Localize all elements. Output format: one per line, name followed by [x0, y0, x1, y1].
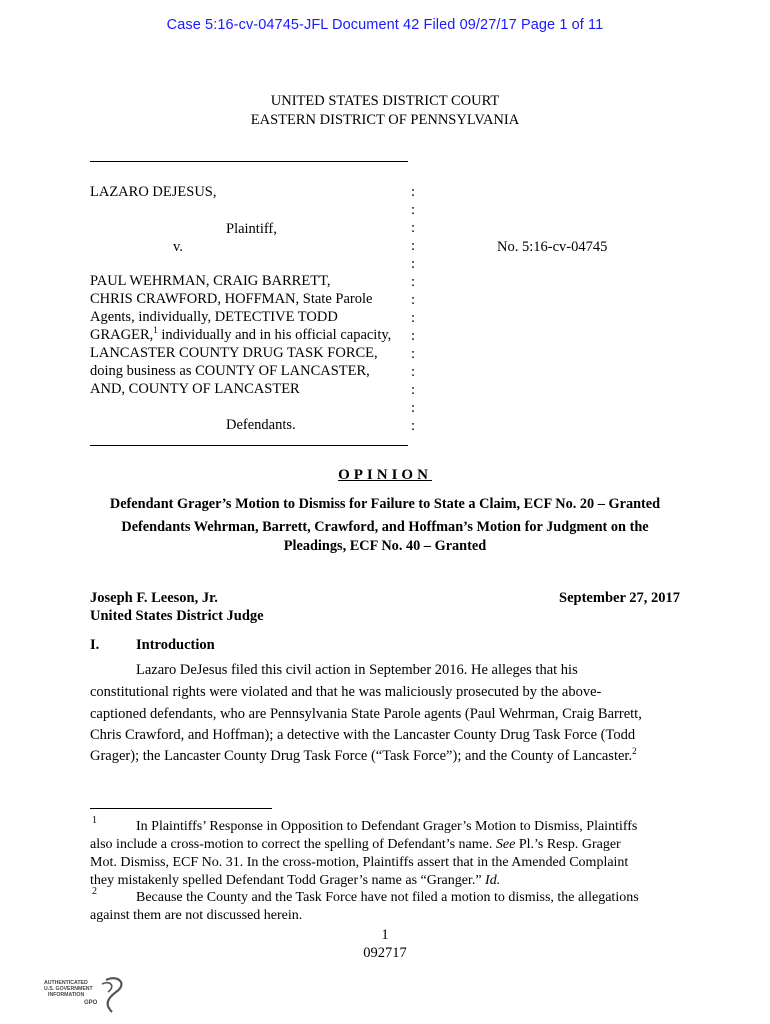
body-line-5: Grager); the Lancaster County Drug Task Force (“Task Force”); and the County of Lancaster.$^2$: [90, 746, 637, 764]
case-header-stamp: Case 5:16-cv-04745-JFL Document 42 Filed 09/27/17 Page 1 of 11: [166, 17, 604, 33]
plaintiff-name: LAZARO DEJESUS,: [90, 184, 217, 200]
body-line-1: Lazaro DeJesus filed this civil action in September 2016. He alleges that his: [136, 662, 578, 678]
footnote-1-line2: also include a cross-motion to correct the spelling of Defendant’s name. See Pl.’s Resp. Grager: [90, 837, 621, 852]
motion-2-disposition-line2: Pleadings, ECF No. 40 – Granted: [283, 538, 487, 554]
page-number: 1: [381, 927, 389, 943]
court-name-line1: UNITED STATES DISTRICT COURT: [270, 93, 500, 109]
caption-colon: :: [410, 346, 416, 362]
footnote-2-line2: against them are not discussed herein.: [90, 908, 303, 923]
caption-colon: :: [410, 328, 416, 344]
defendants-role: Defendants.: [226, 417, 296, 433]
body-line-3: captioned defendants, who are Pennsylvania State Parole agents (Paul Wehrman, Craig Barrett,: [90, 706, 642, 722]
caption-colon: :: [410, 382, 416, 398]
section-heading: Introduction: [136, 637, 215, 653]
defendants-line-4: GRAGER,$^1$ individually and in his official capacity,: [90, 325, 392, 343]
versus: v.: [173, 239, 183, 255]
judge-title: United States District Judge: [90, 608, 264, 624]
caption-colon: :: [410, 364, 416, 380]
footnote-1-marker: 1: [92, 815, 97, 826]
caption-bottom-rule: [90, 445, 408, 446]
case-number: No. 5:16-cv-04745: [497, 239, 608, 255]
defendants-line-1: PAUL WEHRMAN, CRAIG BARRETT,: [90, 273, 331, 289]
motion-1-disposition: Defendant Grager’s Motion to Dismiss for Failure to State a Claim, ECF No. 20 – Granted: [109, 496, 661, 512]
seal-line-3: INFORMATION: [48, 992, 85, 998]
footnote-1-line4: they mistakenly spelled Defendant Todd Grager’s name as “Granger.” Id.: [90, 873, 501, 888]
motion-2-disposition-line1: Defendants Wehrman, Barrett, Crawford, and Hoffman’s Motion for Judgment on the: [121, 519, 649, 535]
defendants-line-2: CHRIS CRAWFORD, HOFFMAN, State Parole: [90, 291, 373, 307]
judge-name: Joseph F. Leeson, Jr.: [90, 590, 218, 606]
section-number: I.: [90, 637, 100, 653]
date-code: 092717: [363, 945, 407, 961]
body-line-2: constitutional rights were violated and that he was maliciously prosecuted by the above-: [90, 684, 602, 700]
caption-colon: :: [410, 274, 416, 290]
defendants-line-7: AND, COUNTY OF LANCASTER: [90, 381, 300, 397]
caption-colon: :: [410, 418, 416, 434]
footnote-1-line1: In Plaintiffs’ Response in Opposition to Defendant Grager’s Motion to Dismiss, Plaintiffs: [136, 819, 638, 834]
court-name-line2: EASTERN DISTRICT OF PENNSYLVANIA: [250, 112, 520, 128]
footnote-2-marker: 2: [92, 886, 97, 897]
seal-line-4: GPO: [84, 1000, 98, 1006]
body-line-4: Chris Crawford, and Hoffman); a detective with the Lancaster County Drug Task Force (Todd: [90, 727, 636, 743]
footnote-ref-1: 1: [153, 325, 158, 336]
opinion-title: OPINION: [338, 467, 432, 483]
caption-colon: :: [410, 238, 416, 254]
defendants-line-6: doing business as COUNTY OF LANCASTER,: [90, 363, 370, 379]
footnote-ref-2: 2: [632, 746, 637, 757]
caption-colon: :: [410, 310, 416, 326]
caption-colon: :: [410, 256, 416, 272]
gpo-authentication-seal: [44, 970, 128, 1016]
caption-colon: :: [410, 400, 416, 416]
seal-line-2: U.S. GOVERNMENT: [44, 986, 93, 992]
caption-colon: :: [410, 202, 416, 218]
plaintiff-role: Plaintiff,: [226, 221, 277, 237]
footnote-rule: [90, 808, 272, 809]
defendants-line-5: LANCASTER COUNTY DRUG TASK FORCE,: [90, 345, 378, 361]
caption-colon: :: [410, 184, 416, 200]
footnote-1-line3: Mot. Dismiss, ECF No. 31. In the cross-motion, Plaintiffs assert that in the Amended Complaint: [90, 855, 629, 870]
caption-colon: :: [410, 220, 416, 236]
footnote-2-line1: Because the County and the Task Force have not filed a motion to dismiss, the allegations: [136, 890, 639, 905]
caption-top-rule: [90, 161, 408, 162]
caption-colon: :: [410, 292, 416, 308]
seal-line-1: AUTHENTICATED: [44, 980, 88, 986]
opinion-date: September 27, 2017: [559, 590, 680, 606]
defendants-line-3: Agents, individually, DETECTIVE TODD: [90, 309, 338, 325]
